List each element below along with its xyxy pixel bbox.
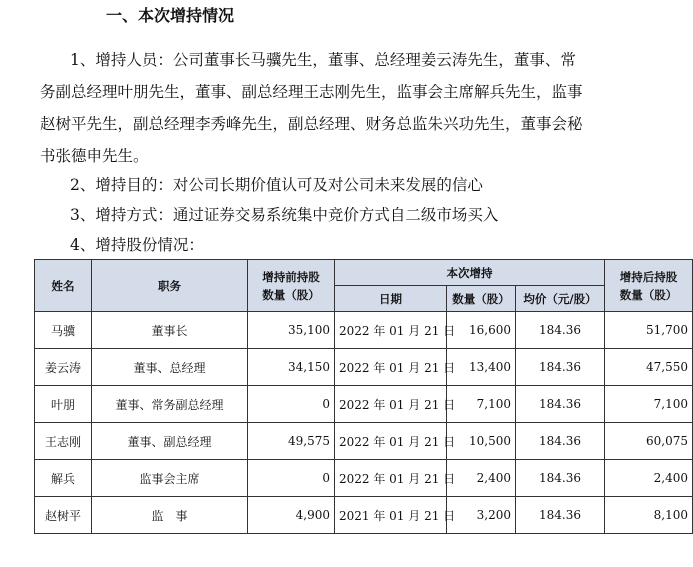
cell-after: 51,700	[605, 312, 693, 349]
cell-quantity: 13,400	[447, 349, 516, 386]
cell-date: 2022 年 01 月 21 日	[335, 349, 447, 386]
table-row	[35, 349, 693, 386]
table-row	[35, 312, 693, 349]
cell-quantity: 16,600	[447, 312, 516, 349]
cell-quantity: 7,100	[447, 386, 516, 423]
item-4-text: 4、增持股份情况：	[70, 236, 204, 254]
item-2-paragraph	[40, 169, 630, 201]
shareholding-table	[34, 259, 693, 534]
cell-before: 49,575	[248, 423, 335, 460]
cell-position: 董事长	[92, 312, 248, 349]
header-before-line1: 增持前持股	[262, 269, 320, 284]
cell-before: 4,900	[248, 497, 335, 534]
table-body	[35, 312, 693, 534]
header-before-line2: 数量（股）	[262, 287, 320, 302]
item-4-paragraph	[40, 229, 630, 261]
item-1-paragraph	[40, 44, 630, 172]
item-1-line: 1、增持人员：公司董事长马骥先生，董事、总经理姜云涛先生，董事、常	[70, 51, 576, 69]
cell-before: 0	[248, 386, 335, 423]
item-1-line: 务副总经理叶朋先生，董事、副总经理王志刚先生，监事会主席解兵先生，监事	[40, 83, 583, 101]
cell-position: 董事、总经理	[92, 349, 248, 386]
item-1-line: 书张德申先生。	[40, 147, 149, 165]
header-after	[605, 260, 693, 312]
cell-date: 2022 年 01 月 21 日	[335, 312, 447, 349]
section-heading: 一、本次增持情况	[106, 6, 235, 25]
table-row	[35, 460, 693, 497]
cell-name: 马骥	[35, 312, 92, 349]
cell-name: 解兵	[35, 460, 92, 497]
cell-avg-price: 184.36	[516, 497, 605, 534]
cell-name: 叶朋	[35, 386, 92, 423]
cell-before: 34,150	[248, 349, 335, 386]
cell-name: 王志刚	[35, 423, 92, 460]
cell-position: 董事、副总经理	[92, 423, 248, 460]
cell-date: 2022 年 01 月 21 日	[335, 460, 447, 497]
table-row	[35, 497, 693, 534]
cell-before: 35,100	[248, 312, 335, 349]
cell-position: 监事会主席	[92, 460, 248, 497]
header-after-line2: 数量（股）	[619, 287, 678, 302]
cell-avg-price: 184.36	[516, 349, 605, 386]
item-3-text: 3、增持方式：通过证券交易系统集中竞价方式自二级市场买入	[70, 206, 499, 224]
cell-avg-price: 184.36	[516, 423, 605, 460]
cell-avg-price: 184.36	[516, 312, 605, 349]
item-2-text: 2、增持目的：对公司长期价值认可及对公司未来发展的信心	[70, 176, 483, 194]
header-quantity: 数量（股）	[447, 286, 516, 312]
cell-position: 监 事	[92, 497, 248, 534]
cell-after: 60,075	[605, 423, 693, 460]
cell-quantity: 3,200	[447, 497, 516, 534]
header-name: 姓名	[35, 260, 92, 312]
header-avg-price: 均价（元/股）	[516, 286, 605, 312]
cell-quantity: 10,500	[447, 423, 516, 460]
table-row	[35, 386, 693, 423]
cell-position: 董事、常务副总经理	[92, 386, 248, 423]
cell-quantity: 2,400	[447, 460, 516, 497]
header-date: 日期	[335, 286, 447, 312]
cell-avg-price: 184.36	[516, 386, 605, 423]
cell-before: 0	[248, 460, 335, 497]
cell-after: 2,400	[605, 460, 693, 497]
cell-date: 2022 年 01 月 21 日	[335, 386, 447, 423]
header-this-time: 本次增持	[335, 260, 605, 286]
header-after-line1: 增持后持股	[619, 269, 678, 284]
cell-date: 2021 年 01 月 21 日	[335, 497, 447, 534]
item-1-line: 赵树平先生，副总经理李秀峰先生，副总经理、财务总监朱兴功先生，董事会秘	[40, 115, 583, 133]
cell-date: 2022 年 01 月 21 日	[335, 423, 447, 460]
cell-after: 47,550	[605, 349, 693, 386]
header-before	[248, 260, 335, 312]
cell-after: 8,100	[605, 497, 693, 534]
header-position: 职务	[92, 260, 248, 312]
cell-name: 赵树平	[35, 497, 92, 534]
item-3-paragraph	[40, 199, 630, 231]
cell-avg-price: 184.36	[516, 460, 605, 497]
cell-after: 7,100	[605, 386, 693, 423]
cell-name: 姜云涛	[35, 349, 92, 386]
table-row	[35, 423, 693, 460]
